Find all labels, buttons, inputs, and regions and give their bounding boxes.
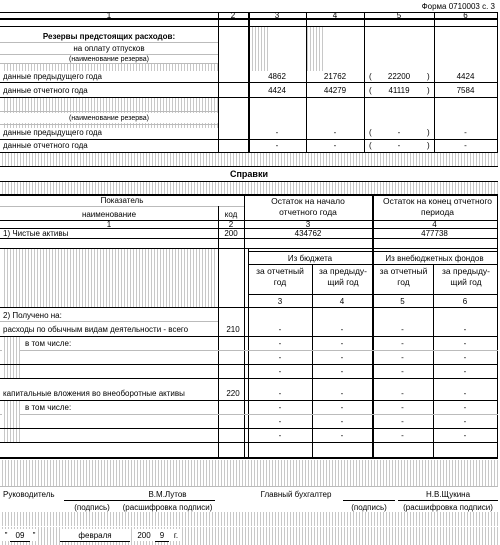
row-label bbox=[0, 350, 218, 364]
cell-value: 4424 bbox=[268, 86, 286, 95]
cell-value: 4862 bbox=[268, 72, 286, 81]
reserve-caption: (наименование резерва) bbox=[0, 55, 218, 63]
col-number: 1 bbox=[106, 12, 112, 19]
cell-value: - bbox=[275, 141, 279, 150]
received-label: 2) Получено на: bbox=[3, 310, 62, 320]
paren-close: ) bbox=[427, 72, 430, 81]
header-code: код bbox=[224, 209, 238, 219]
header-start-balance: Остаток на начало отчетного года bbox=[271, 196, 345, 217]
cell-value: - bbox=[278, 366, 282, 376]
paren-open: ( bbox=[369, 128, 372, 137]
row-label bbox=[0, 364, 218, 378]
cell-value: - bbox=[397, 141, 401, 150]
header-indicator: Показатель bbox=[100, 196, 144, 205]
col-number: 4 bbox=[432, 220, 437, 228]
cell-value: - bbox=[464, 141, 467, 150]
net-assets-label: 1) Чистые активы bbox=[3, 229, 69, 238]
accountant-label: Главный бухгалтер bbox=[250, 488, 342, 500]
net-assets-start: 434762 bbox=[294, 229, 322, 238]
cell-value: - bbox=[463, 388, 467, 398]
signature-caption: (подпись) bbox=[64, 502, 120, 512]
cell-value: - bbox=[401, 388, 404, 398]
row-label: данные предыдущего года bbox=[3, 72, 103, 81]
cell-value: 41119 bbox=[388, 86, 410, 95]
quote-open: " bbox=[2, 529, 10, 541]
col-number: 5 bbox=[400, 296, 405, 306]
row-label: в том числе: bbox=[25, 338, 72, 348]
row-label: данные предыдущего года bbox=[3, 128, 103, 137]
row-code bbox=[218, 428, 248, 442]
cell-value: - bbox=[340, 402, 344, 412]
paren-close: ) bbox=[427, 86, 430, 95]
date-year-digit: 9 bbox=[155, 529, 169, 541]
decode-caption: (расшифровка подписи) bbox=[398, 502, 498, 512]
cell-value: - bbox=[340, 324, 344, 334]
col-number: 4 bbox=[332, 12, 338, 19]
signature-caption: (подпись) bbox=[343, 502, 395, 512]
cell-value: - bbox=[278, 416, 282, 426]
form-reference: Форма 0710003 с. 3 bbox=[421, 1, 495, 11]
cell-value: - bbox=[340, 352, 344, 362]
cell-value: - bbox=[340, 388, 344, 398]
cell-value: - bbox=[401, 338, 404, 348]
date-day: 09 bbox=[10, 529, 30, 541]
cell-value: - bbox=[401, 366, 404, 376]
row-label bbox=[0, 428, 218, 442]
cell-value: - bbox=[278, 402, 282, 412]
cell-value: - bbox=[340, 338, 344, 348]
header-end-balance: Остаток на конец отчетного периода bbox=[382, 196, 493, 217]
row-divider bbox=[0, 442, 498, 443]
cell-value: - bbox=[463, 324, 467, 334]
cell-value: - bbox=[275, 128, 279, 137]
row-label: данные отчетного года bbox=[3, 86, 88, 95]
cell-value: - bbox=[278, 324, 282, 334]
header-name: наименование bbox=[81, 209, 137, 219]
paren-close: ) bbox=[427, 141, 430, 150]
row-code: 220 bbox=[226, 388, 240, 398]
cell-value: - bbox=[463, 416, 467, 426]
cell-value: - bbox=[401, 352, 404, 362]
section-title: Резервы предстоящих расходов: bbox=[42, 31, 176, 41]
reserve-name: на оплату отпусков bbox=[0, 43, 218, 54]
cell-value: 44279 bbox=[323, 86, 347, 95]
reserve-caption: (наименование резерва) bbox=[0, 113, 218, 123]
for-reporting-year: за отчетный год bbox=[256, 266, 304, 287]
row-code: 210 bbox=[226, 324, 240, 334]
cell-value: - bbox=[463, 366, 467, 376]
date-year-suffix: г. bbox=[170, 529, 182, 541]
cell-value: 7584 bbox=[456, 86, 475, 95]
col-number: 1 bbox=[106, 220, 112, 228]
cell-value: - bbox=[333, 141, 337, 150]
cell-value: - bbox=[464, 128, 467, 137]
cell-value: - bbox=[463, 430, 467, 440]
cell-value: - bbox=[463, 352, 467, 362]
quote-close: " bbox=[30, 529, 38, 541]
row-divider bbox=[0, 378, 498, 379]
col-number: 2 bbox=[228, 220, 234, 228]
cell-value: - bbox=[401, 430, 404, 440]
paren-close: ) bbox=[427, 128, 430, 137]
head-name: В.М.Лутов bbox=[120, 488, 215, 500]
col-number: 3 bbox=[274, 12, 280, 19]
cell-value: - bbox=[401, 416, 404, 426]
col-number: 2 bbox=[230, 12, 236, 19]
cell-value: - bbox=[340, 366, 344, 376]
from-offbudget: Из внебюджетных фондов bbox=[385, 253, 484, 263]
row-code bbox=[218, 400, 248, 414]
cell-value: - bbox=[340, 416, 344, 426]
paren-open: ( bbox=[369, 141, 372, 150]
cell-value: - bbox=[397, 128, 401, 137]
accountant-name: Н.В.Щукина bbox=[398, 488, 498, 500]
cell-value: - bbox=[278, 430, 282, 440]
cell-value: - bbox=[278, 352, 282, 362]
col-number: 4 bbox=[339, 296, 345, 306]
row-code bbox=[218, 336, 248, 350]
for-previous-year: за предыду-щий год bbox=[442, 266, 490, 287]
spravki-title: Справки bbox=[229, 169, 268, 179]
row-label: капитальные вложения во внеоборотные активы bbox=[3, 388, 185, 398]
row-code bbox=[218, 414, 248, 428]
cell-value: - bbox=[333, 128, 337, 137]
col-number: 6 bbox=[462, 296, 468, 306]
cell-value: - bbox=[278, 388, 282, 398]
col-number: 5 bbox=[396, 12, 402, 19]
col-number: 3 bbox=[305, 220, 311, 228]
cell-value: 4424 bbox=[456, 72, 475, 81]
row-code bbox=[218, 350, 248, 364]
head-label: Руководитель bbox=[0, 488, 62, 500]
cell-value: 22200 bbox=[387, 72, 411, 81]
date-year-prefix: 200 bbox=[134, 529, 154, 541]
row-label: расходы по обычным видам деятельности - всего bbox=[3, 324, 189, 334]
cell-value: - bbox=[463, 338, 467, 348]
paren-open: ( bbox=[369, 86, 372, 95]
col-number: 6 bbox=[463, 12, 468, 19]
row-label: данные отчетного года bbox=[3, 141, 88, 150]
row-label bbox=[0, 414, 218, 428]
cell-value: - bbox=[463, 402, 467, 412]
paren-open: ( bbox=[369, 72, 372, 81]
from-budget: Из бюджета bbox=[287, 253, 333, 263]
cell-value: - bbox=[401, 324, 404, 334]
cell-value: - bbox=[340, 430, 344, 440]
for-reporting-year: за отчетный год bbox=[379, 266, 428, 287]
cell-value: - bbox=[401, 402, 404, 412]
net-assets-code: 200 bbox=[224, 229, 238, 238]
cell-value: - bbox=[278, 338, 282, 348]
for-previous-year: за предыду-щий год bbox=[319, 266, 367, 287]
cell-value: 21762 bbox=[323, 72, 347, 81]
net-assets-end: 477738 bbox=[421, 229, 448, 238]
row-code bbox=[218, 364, 248, 378]
row-label: в том числе: bbox=[25, 402, 72, 412]
decode-caption: (расшифровка подписи) bbox=[120, 502, 215, 512]
date-month: февраля bbox=[60, 529, 130, 541]
col-number: 3 bbox=[277, 296, 283, 306]
